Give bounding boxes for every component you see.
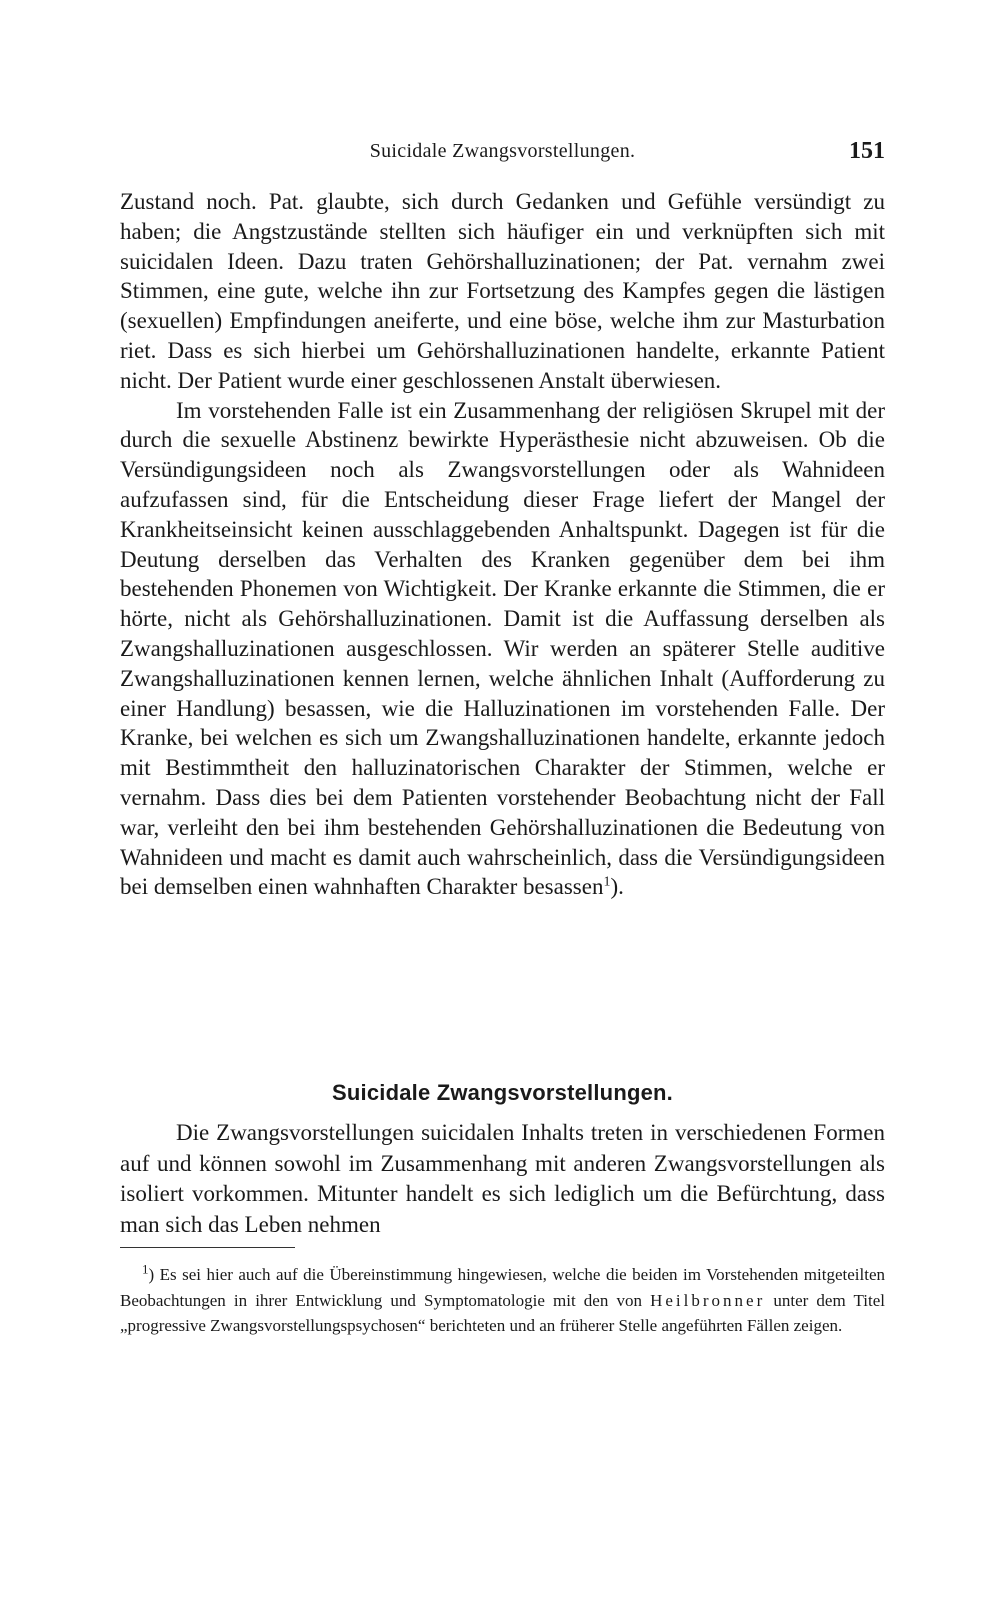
footnote-paragraph: [120, 1262, 885, 1339]
running-header: [120, 138, 885, 168]
footnote-marker: 1: [142, 1261, 149, 1277]
footnote-author: Heilbronner: [650, 1290, 766, 1310]
paragraph-discussion-end: ).: [610, 874, 624, 900]
section-heading: Suicidale Zwangsvorstellungen.: [332, 1080, 673, 1105]
paragraph-case-continuation: Zustand noch. Pat. glaubte, sich durch Gedanken und Gefühle versündigt zu haben; die Angstzustände stellten sich häufiger ein und verknüpften sich mit suicidalen Ideen. Dazu traten Gehörshalluzinationen; der Pat. vernahm zwei Stimmen, eine gute, welche ihn zur Fortsetzung des Kampfes gegen die lästigen (sexuellen) Empfindungen aneiferte, und eine böse, welche ihm zur Masturbation riet. Dass es sich hierbei um Gehörshalluzinationen handelte, erkannte Patient nicht. Der Patient wurde einer geschlossenen Anstalt überwiesen.: [120, 189, 885, 393]
section-text: [120, 1118, 885, 1240]
footnote-text-before: ) Es sei hier auch auf die Übereinstimmung hingewiesen, welche die beiden im Vorstehenden mitgeteilten Beobachtungen in ihrer Entwicklung und Symptomatologie mit den von: [120, 1265, 885, 1310]
footnote: [120, 1262, 885, 1339]
footnote-divider: [120, 1247, 295, 1248]
footnote-reference: 1: [603, 874, 611, 890]
paragraph-section-intro: Die Zwangsvorstellungen suicidalen Inhalts treten in verschiedenen Formen auf und können sowohl im Zusammenhang mit anderen Zwangsvorstellungen als isoliert vorkommen. Mitunter handelt es sich lediglich um die Befürchtung, dass man sich das Leben nehmen: [120, 1120, 885, 1237]
page-number: 151: [849, 138, 885, 164]
paragraph-discussion-text: Im vorstehenden Falle ist ein Zusammenhang der religiösen Skrupel mit der durch die sexuelle Abstinenz bewirkte Hyperästhesie nicht abzuweisen. Ob die Versündigungsideen noch als Zwangsvorstellungen oder als Wahnideen aufzufassen sind, für die Entscheidung dieser Frage liefert der Mangel der Krankheitseinsicht keinen ausschlaggebenden Anhaltspunkt. Dagegen ist für die Deutung derselben das Verhalten des Kranken gegenüber dem bei ihm bestehenden Phonemen von Wichtigkeit. Der Kranke erkannte die Stimmen, die er hörte, nicht als Gehörshalluzinationen. Damit ist die Auffassung derselben als Zwangshalluzinationen ausgeschlossen. Wir werden an späterer Stelle auditive Zwangshalluzinationen kennen lernen, welche ähnlichen Inhalt (Aufforderung zu einer Handlung) besassen, wie die Halluzinationen im vorstehenden Falle. Der Kranke, bei welchen es sich um Zwangshalluzinationen handelte, erkannte jedoch mit Bestimmtheit den halluzinatorischen Charakter der Stimmen, welche er vernahm. Dass dies bei dem Patienten vorstehender Beobachtung nicht der Fall war, verleiht den bei ihm bestehenden Gehörshalluzinationen die Bedeutung von Wahnideen und macht es damit auch wahrscheinlich, dass die Versündigungsideen bei demselben einen wahnhaften Charakter besassen: [120, 397, 885, 900]
paragraph-discussion: [120, 396, 885, 903]
running-title: Suicidale Zwangsvorstellungen.: [369, 140, 636, 162]
body-text: [120, 187, 885, 902]
footnote-text-after: unter dem Titel „progressive Zwangsvorstellungspsychosen“ berichteten und an früherer Stelle angeführten Fällen zeigen.: [120, 1290, 885, 1335]
